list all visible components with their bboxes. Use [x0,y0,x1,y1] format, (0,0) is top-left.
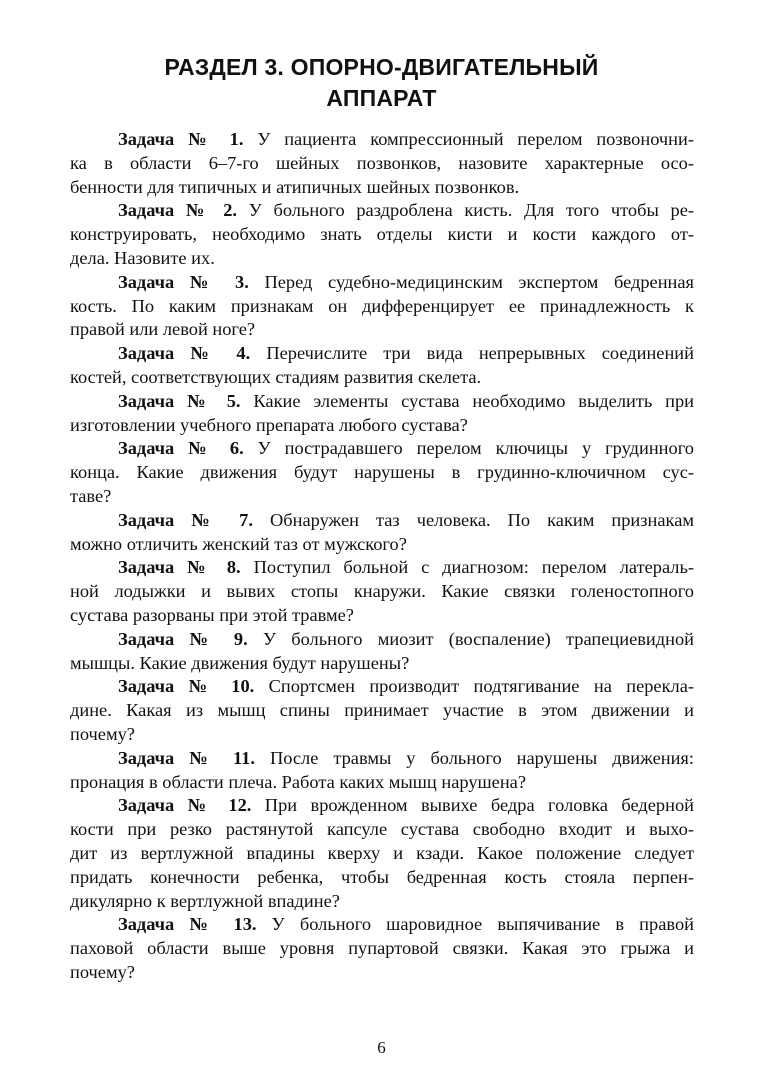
task-text: почему? [70,961,135,982]
section-title [70,52,693,114]
page-number: 6 [377,1038,386,1057]
task-item [70,509,694,557]
task-item [70,747,694,795]
task-line [70,699,694,723]
task-line [70,223,694,247]
task-list [70,128,694,985]
task-line [70,295,694,319]
task-text: костей, соответствующих стадиям развития скелета. [70,366,482,387]
task-line [70,604,694,628]
task-text: дикулярно к вертлужной впадине? [70,890,340,911]
task-line [70,533,694,557]
task-label: Задача № 1. [118,129,244,149]
task-text: Спортсмен производит подтягивание на перекла- [254,676,694,697]
task-text: почему? [70,723,135,744]
task-label: Задача № 5. [118,390,241,411]
task-item [70,390,694,438]
task-first-line [70,509,694,533]
task-line [70,247,694,271]
task-text: сустава разорваны при этой травме? [70,604,354,625]
task-label: Задача № 8. [118,557,241,578]
task-line [70,771,694,795]
task-line [70,152,694,176]
task-first-line [70,271,694,295]
task-line [70,366,694,390]
task-first-line [70,199,694,223]
task-first-line [70,628,694,652]
task-item [70,271,694,342]
task-label: Задача № 3. [118,271,249,292]
task-item [70,913,694,984]
task-text: придать конечности ребенка, чтобы бедренная кость стояла перпен- [70,866,694,887]
task-line [70,414,694,438]
task-line [70,818,694,842]
task-line [70,842,694,866]
task-item [70,628,694,676]
task-text: мышцы. Какие движения будут нарушены? [70,652,410,673]
task-text: При врожденном вывихе бедра головка бедерной [251,795,694,816]
task-line [70,318,694,342]
task-text: У пациента компрессионный перелом позвоночни- [243,129,694,149]
task-line [70,866,694,890]
task-text: правой или левой ноге? [70,319,256,340]
task-text: дине. Какая из мышц спины принимает участие в этом движении и [70,700,694,721]
task-text: Перед судебно-медицинским экспертом бедренная [248,271,695,292]
task-label: Задача № 2. [118,200,238,221]
section-title-line-1: РАЗДЕЛ 3. ОПОРНО-ДВИГАТЕЛЬНЫЙ [164,54,599,80]
task-text: Обнаружен таз человека. По каким признакам [252,509,694,530]
task-first-line [70,128,694,152]
task-label: Задача № 11. [118,747,255,768]
task-item [70,556,694,627]
task-item [70,675,694,746]
task-text: дит из вертлужной впадины кверху и кзади. Какое положение следует [70,842,694,863]
task-text: изготовлении учебного препарата любого сустава? [70,414,468,435]
task-line [70,961,694,985]
task-label: Задача № 9. [118,628,248,649]
task-label: Задача № 4. [118,343,251,364]
task-first-line [70,675,694,699]
task-line [70,176,694,200]
task-label: Задача № 10. [118,676,255,697]
task-text: Перечислите три вида непрерывных соединений [250,343,694,364]
task-first-line [70,437,694,461]
task-text: бенности для типичных и атипичных шейных позвонков. [70,176,520,197]
task-first-line [70,342,694,366]
task-item [70,794,694,913]
task-text: Какие элементы сустава необходимо выделить при [240,390,695,411]
task-text: пронация в области плеча. Работа каких мышц нарушена? [70,771,527,792]
task-item [70,437,694,508]
task-text: конца. Какие движения будут нарушены в грудинно-ключичном сус- [70,462,694,483]
task-text: ной лодыжки и вывих стопы кнаружи. Какие связки голеностопного [70,581,694,602]
task-label: Задача № 12. [118,795,252,816]
task-line [70,461,694,485]
task-item [70,342,694,390]
section-title-line-2: АППАРАТ [326,85,437,111]
task-text: таве? [70,485,112,506]
task-text: У пострадавшего перелом ключицы у грудинного [243,438,694,459]
task-first-line [70,794,694,818]
task-item [70,128,694,199]
task-line [70,652,694,676]
task-text: После травмы у больного нарушены движения: [254,747,694,768]
task-text: можно отличить женский таз от мужского? [70,533,407,554]
task-item [70,199,694,270]
task-label: Задача № 13. [118,914,257,935]
task-text: У больного миозит (воспаление) трапециевидной [247,628,695,649]
task-first-line [70,913,694,937]
task-line [70,937,694,961]
task-text: дела. Назовите их. [70,247,215,268]
task-text: У больного раздроблена кисть. Для того чтобы ре- [237,200,695,221]
task-text: Поступил больной с диагнозом: перелом латераль- [240,557,694,578]
task-line [70,580,694,604]
task-line [70,485,694,509]
task-label: Задача № 6. [118,438,244,459]
task-text: У больного шаровидное выпячивание в правой [256,914,694,935]
task-text: кости при резко растянутой капсуле сустава свободно входит и выхо- [70,819,694,840]
task-line [70,723,694,747]
task-text: ка в области 6–7-го шейных позвонков, назовите характерные осо- [70,152,694,173]
task-first-line [70,390,694,414]
task-text: кость. По каким признакам он дифференцирует ее принадлежность к [70,295,694,316]
task-line [70,890,694,914]
task-text: паховой области выше уровня пупартовой связки. Какая это грыжа и [70,938,694,959]
task-first-line [70,556,694,580]
task-first-line [70,747,694,771]
task-text: конструировать, необходимо знать отделы кисти и кости каждого от- [70,224,694,245]
task-label: Задача № 7. [118,509,253,530]
